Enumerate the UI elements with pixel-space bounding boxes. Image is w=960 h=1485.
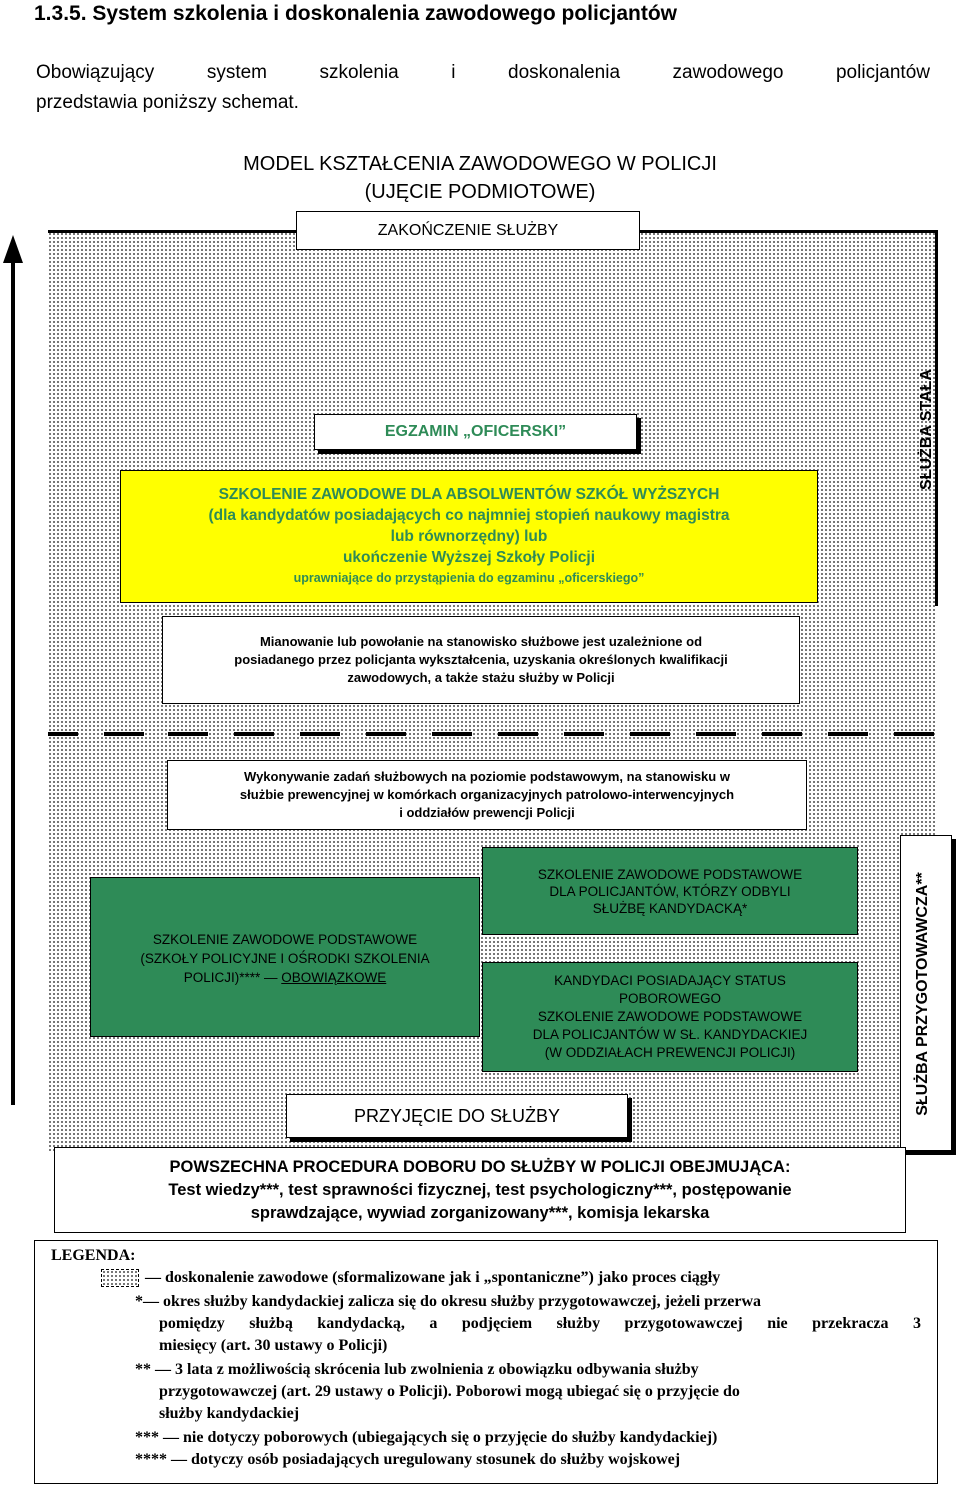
post-candidate-training-line-2: DLA POLICJANTÓW, KTÓRZY ODBYLI xyxy=(549,883,791,899)
conscript-candidates-line-5: (W ODDZIAŁACH PREWENCJI POLICJI) xyxy=(544,1045,796,1060)
appointment-line-1: Mianowanie lub powołanie na stanowisko służbowe jest uzależnione od xyxy=(259,634,703,649)
appointment-line-2: posiadanego przez policjanta wykształcenia, uzyskania określonych kwalifikacji xyxy=(234,652,728,667)
conscript-candidates-line-4: DLA POLICJANTÓW W SŁ. KANDYDACKIEJ xyxy=(532,1027,808,1042)
officer-exam-box xyxy=(314,414,637,450)
basic-duties-line-3: i oddziałów prewencji Policji xyxy=(399,805,575,820)
legend-box xyxy=(34,1240,938,1484)
conscript-candidates-line-3: SZKOLENIE ZAWODOWE PODSTAWOWE xyxy=(537,1009,803,1024)
officer-exam-label: EGZAMIN „OFICERSKI” xyxy=(384,423,567,440)
legend-note-3: *** — nie dotyczy poborowych (ubiegających się o przyjęcie do służby kandydackiej) xyxy=(135,1429,718,1446)
service-separator-dashed-line xyxy=(48,732,948,738)
dotted-pattern-swatch-icon xyxy=(101,1269,139,1287)
graduate-training-line-2: (dla kandydatów posiadających co najmniej stopień naukowy magistra xyxy=(208,507,730,524)
legend-note-2-line-1: ** — 3 lata z możliwością skrócenia lub zwolnienia z obowiązku odbywania służby xyxy=(135,1361,699,1378)
diagram-title-line-2: (UJĘCIE PODMIOTOWE) xyxy=(364,181,596,203)
basic-training-line-3: POLICJI)**** — OBOWIĄZKOWE xyxy=(183,970,387,985)
time-arrow-icon xyxy=(2,235,24,1105)
end-of-service-box xyxy=(296,211,640,250)
basic-training-line-2: (SZKOŁY POLICYJNE I OŚRODKI SZKOLENIA xyxy=(140,951,430,966)
legend-note-1-line-1: *— okres służby kandydackiej zalicza się do okresu służby przygotowawczej, jeżeli przerwa xyxy=(135,1293,762,1310)
graduate-training-line-4: ukończenie Wyższej Szkoły Policji xyxy=(342,549,596,566)
intro-line-2: przedstawia poniższy schemat. xyxy=(36,92,299,113)
basic-duties-box xyxy=(167,760,807,830)
end-of-service-label: ZAKOŃCZENIE SŁUŻBY xyxy=(377,221,559,239)
legend-note-4: **** — dotyczy osób posiadających uregulowany stosunek do służby wojskowej xyxy=(135,1451,681,1468)
selection-procedure-line-3: sprawdzające, wywiad zorganizowany***, komisja lekarska xyxy=(250,1203,710,1222)
legend-note-1-line-2: pomiędzy służbą kandydacką, a podjęciem służby przygotowawczej nie przekracza 3 xyxy=(159,1315,921,1332)
legend-note-1-line-3: miesięcy (art. 30 ustawy o Policji) xyxy=(159,1337,388,1354)
diagram-title-line-1: MODEL KSZTAŁCENIA ZAWODOWEGO W POLICJI xyxy=(243,153,717,175)
conscript-candidates-line-1: KANDYDACI POSIADAJĄCY STATUS xyxy=(554,973,786,988)
post-candidate-training-line-3: SŁUŻBĘ KANDYDACKĄ* xyxy=(592,900,748,916)
graduate-training-line-3: lub równorzędny) lub xyxy=(390,528,548,545)
appointment-line-3: zawodowych, a także stażu służby w Policji xyxy=(347,670,615,685)
legend-title: LEGENDA: xyxy=(51,1247,136,1264)
conscript-candidates-box xyxy=(482,962,858,1072)
graduate-training-line-5: uprawniające do przystąpienia do egzaminu „oficerskiego” xyxy=(293,571,645,585)
basic-duties-line-2: służbie prewencyjnej w komórkach organizacyjnych patrolowo-interwencyjnych xyxy=(239,787,735,802)
basic-duties-line-1: Wykonywanie zadań służbowych na poziomie podstawowym, na stanowisku w xyxy=(244,769,730,784)
appointment-box xyxy=(162,616,800,704)
graduate-training-line-1: SZKOLENIE ZAWODOWE DLA ABSOLWENTÓW SZKÓŁ WYŻSZYCH xyxy=(218,486,720,503)
post-candidate-training-box xyxy=(482,847,858,935)
preparatory-service-label: SŁUŻBA PRZYGOTOWAWCZA** xyxy=(914,872,931,1116)
basic-training-line-1: SZKOLENIE ZAWODOWE PODSTAWOWE xyxy=(152,932,418,947)
intro-line-1: Obowiązujący system szkolenia i doskonalenia zawodowego policjantów xyxy=(36,62,930,83)
conscript-candidates-line-2: POBOROWEGO xyxy=(618,991,721,1006)
legend-note-2-line-2: przygotowawczej (art. 29 ustawy o Policji). Poborowi mogą ubiegać się o przyjęcie do xyxy=(159,1383,740,1400)
post-candidate-training-line-1: SZKOLENIE ZAWODOWE PODSTAWOWE xyxy=(537,866,803,882)
legend-dotted-description: — doskonalenie zawodowe (sformalizowane jak i „spontaniczne”) jako proces ciągły xyxy=(145,1269,721,1286)
legend-note-2-line-3: służby kandydackiej xyxy=(159,1405,300,1422)
basic-training-box xyxy=(90,877,480,1037)
section-heading: 1.3.5. System szkolenia i doskonalenia zawodowego policjantów xyxy=(34,2,678,25)
graduate-training-box xyxy=(120,470,818,603)
selection-procedure-line-2: Test wiedzy***, test sprawności fizycznej, test psychologiczny***, postępowanie xyxy=(168,1180,792,1199)
admission-label: PRZYJĘCIE DO SŁUŻBY xyxy=(353,1105,561,1126)
admission-box xyxy=(286,1094,628,1138)
selection-procedure-box xyxy=(54,1147,906,1233)
permanent-service-label: SŁUŻBA STAŁA xyxy=(918,369,935,490)
selection-procedure-line-1: POWSZECHNA PROCEDURA DOBORU DO SŁUŻBY W POLICJI OBEJMUJĄCA: xyxy=(169,1157,791,1176)
